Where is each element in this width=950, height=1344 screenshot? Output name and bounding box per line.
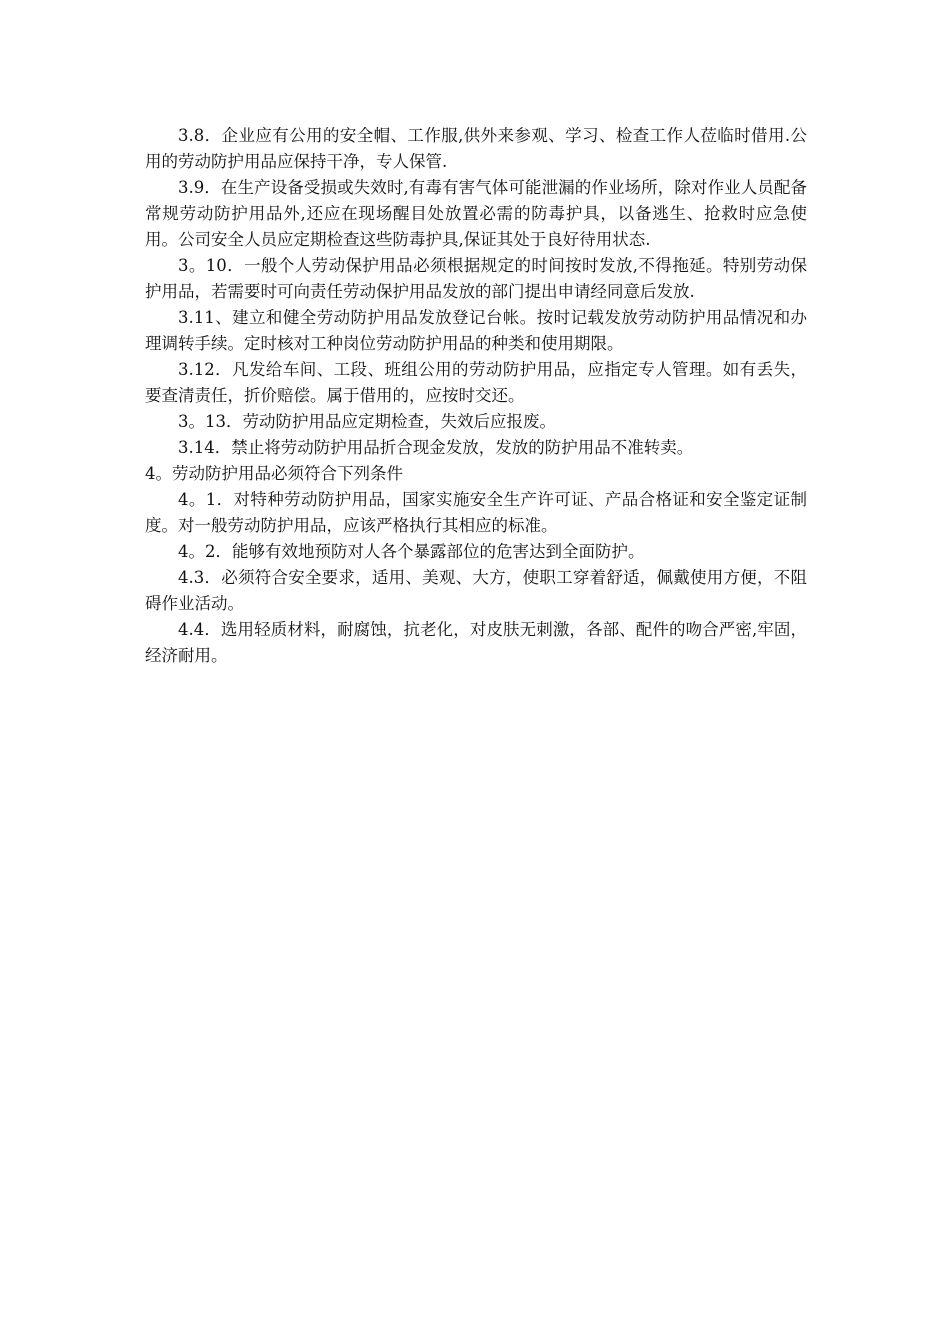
paragraph-4-3: 4.3．必须符合安全要求，适用、美观、大方，使职工穿着舒适，佩戴使用方便，不阻碍作业活动。: [145, 568, 807, 613]
section-heading-4: 4。劳动防护用品必须符合下列条件: [145, 464, 403, 483]
paragraph-3-12: 3.12．凡发给车间、工段、班组公用的劳动防护用品，应指定专人管理。如有丢失，要查清责任，折价赔偿。属于借用的，应按时交还。: [145, 360, 807, 405]
document-body: [145, 123, 807, 669]
paragraph-4-2: 4。2．能够有效地预防对人各个暴露部位的危害达到全面防护。: [178, 542, 645, 561]
paragraph-3-9: 3.9．在生产设备受损或失效时,有毒有害气体可能泄漏的作业场所，除对作业人员配备常规劳动防护用品外,还应在现场醒目处放置必需的防毒护具，以备逃生、抢救时应急使用。公司安全人员应定期检查这些防毒护具,保证其处于良好待用状态.: [145, 178, 807, 249]
paragraph-4-4: 4.4．选用轻质材料，耐腐蚀，抗老化，对皮肤无刺激，各部、配件的吻合严密,牢固，经济耐用。: [145, 620, 807, 665]
paragraph-3-8: 3.8．企业应有公用的安全帽、工作服,供外来参观、学习、检查工作人莅临时借用.公用的劳动防护用品应保持干净，专人保管.: [145, 126, 807, 171]
paragraph-3-11: 3.11、建立和健全劳动防护用品发放登记台帐。按时记载发放劳动防护用品情况和办理调转手续。定时核对工种岗位劳动防护用品的种类和使用期限。: [145, 308, 807, 353]
paragraph-4-1: 4。1．对特种劳动防护用品，国家实施安全生产许可证、产品合格证和安全鉴定证制度。对一般劳动防护用品，应该严格执行其相应的标准。: [145, 490, 807, 535]
paragraph-3-14: 3.14．禁止将劳动防护用品折合现金发放，发放的防护用品不准转卖。: [178, 438, 694, 457]
paragraph-3-10: 3。10．一般个人劳动保护用品必须根据规定的时间按时发放,不得拖延。特别劳动保护用品，若需要时可向责任劳动保护用品发放的部门提出申请经同意后发放.: [145, 256, 807, 301]
paragraph-3-13: 3。13．劳动防护用品应定期检查，失效后应报废。: [178, 412, 556, 431]
